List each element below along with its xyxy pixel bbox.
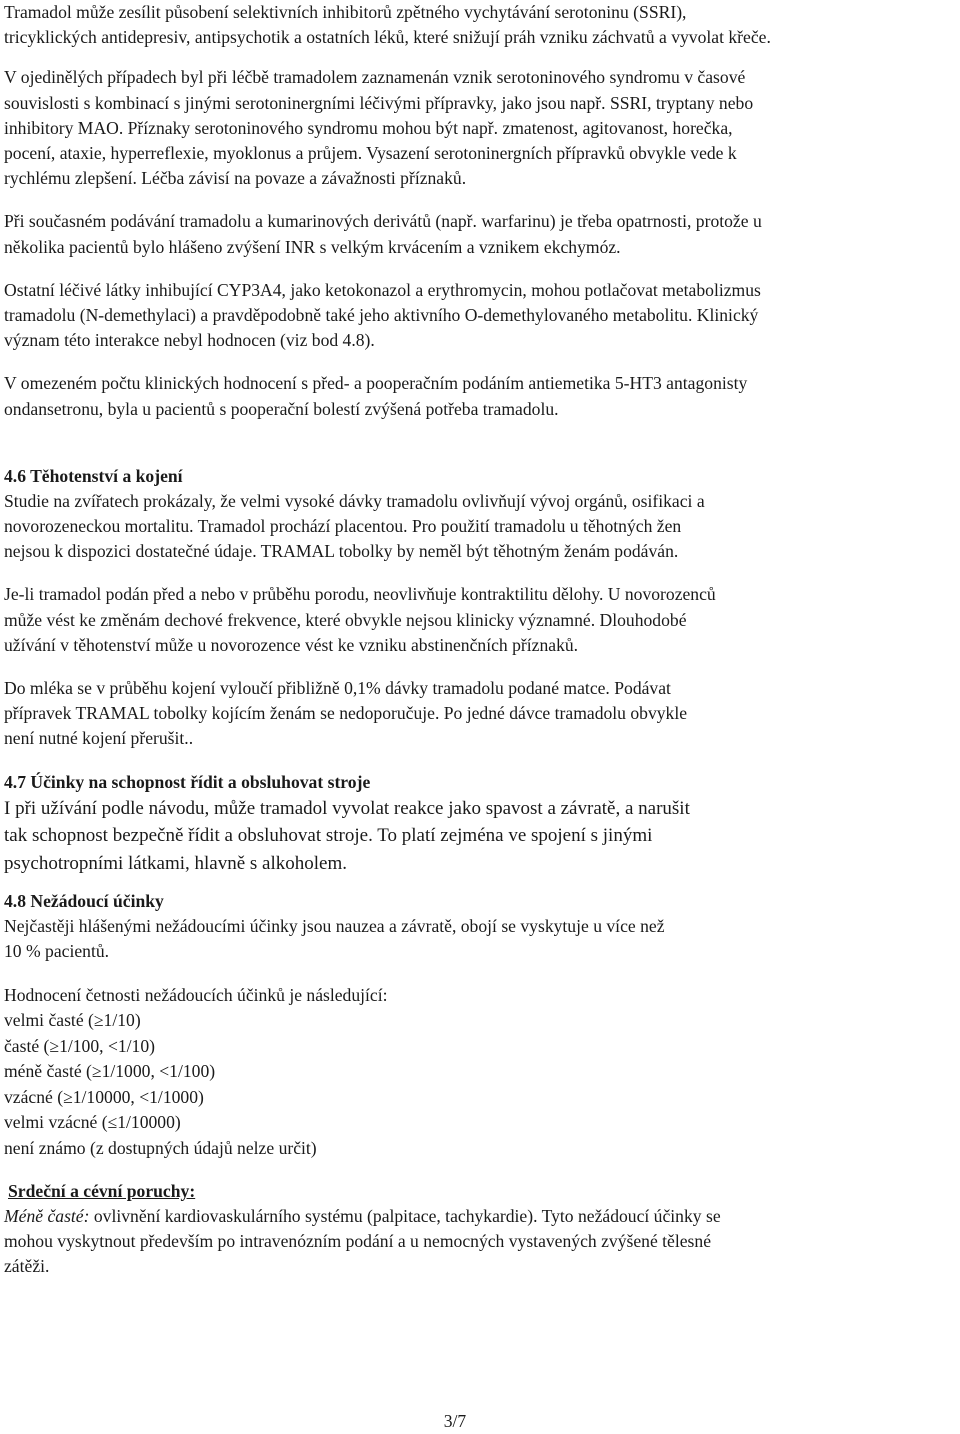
text-line: pocení, ataxie, hyperreflexie, myoklonus a průjem. Vysazení serotoninergních přípravků obvykle vede k [4,143,737,164]
paragraph-coumarin [4,209,950,259]
paragraph-pregnancy [4,489,950,565]
text-line: přípravek TRAMAL tobolky kojícím ženám se nedoporučuje. Po jedné dávce tramadolu obvykle [4,703,688,724]
text-line: může vést ke změnám dechové frekvence, které obvykle nejsou klinicky významné. Dlouhodobé [4,609,687,630]
frequency-item: velmi vzácné (≤1/10000) [4,1112,181,1133]
frequency-item: časté (≥1/100, <1/10) [4,1035,156,1056]
text-segment: ovlivnění kardiovaskulárního systému (palpitace, tachykardie). Tyto nežádoucí účinky se [89,1206,721,1227]
text-line: tricyklických antidepresiv, antipsychotik a ostatních léků, které snižují práh vzniku záchvatů a vyvolat křeče. [4,27,771,48]
text-line: užívání v těhotenství může u novorozence vést ke vzniku abstinenčních příznaků. [4,634,579,655]
text-line: Do mléka se v průběhu kojení vyloučí přibližně 0,1% dávky tramadolu podané matce. Podávat [4,678,671,699]
text-line: inhibitory MAO. Příznaky serotoninového syndromu mohou být např. zmatenost, agitovanost, horečka, [4,117,733,138]
frequency-item: méně časté (≥1/1000, <1/100) [4,1061,216,1082]
text-line: Tramadol může zesílit působení selektivních inhibitorů zpětného vychytávání serotoninu (SSRI), [4,2,687,22]
text-line: V omezeném počtu klinických hodnocení s před- a pooperačním podáním antiemetika 5-HT3 antagonisty [4,373,748,394]
text-line: Studie na zvířatech prokázaly, že velmi vysoké dávky tramadolu ovlivňují vývoj orgánů, osifikaci a [4,490,705,511]
frequency-item: vzácné (≥1/10000, <1/1000) [4,1086,204,1107]
section-heading-4-7: 4.7 Účinky na schopnost řídit a obsluhovat stroje [4,771,371,792]
text-line: není nutné kojení přerušit.. [4,728,194,749]
text-line: Ostatní léčivé látky inhibující CYP3A4, jako ketokonazol a erythromycin, mohou potlačovat metabolizmus [4,279,761,300]
section-heading-4-6: 4.6 Těhotenství a kojení [4,465,183,486]
text-line: souvislosti s kombinací s jinými serotoninergními léčivými přípravky, jako jsou např. SSRI, tryptany nebo [4,92,754,113]
page-number: 3/7 [443,1411,467,1431]
paragraph-labour [4,582,950,658]
paragraph-adverse-effects [4,914,950,964]
frequency-list [4,983,950,1162]
text-line: I při užívání podle návodu, může tramadol vyvolat reakce jako spavost a závratě, a narušit [4,797,690,819]
paragraph-serotonin-syndrome [4,65,950,191]
text-line: několika pacientů bylo hlášeno zvýšení INR s velkým krvácením a vznikem ekchymóz. [4,236,621,257]
text-line: Nejčastěji hlášenými nežádoucími účinky jsou nauzea a závratě, obojí se vyskytuje u více než [4,916,665,937]
frequency-item: není známo (z dostupných údajů nelze určit) [4,1137,317,1158]
text-line: mohou vyskytnout především po intravenózním podání a u nemocných vystavených zvýšené tělesné [4,1231,711,1252]
text-line: nejsou k dispozici dostatečné údaje. TRAMAL tobolky by neměl být těhotným ženám podáván. [4,541,679,562]
text-line: Je-li tramadol podán před a nebo v průběhu porodu, neovlivňuje kontraktilitu dělohy. U novorozenců [4,584,716,605]
paragraph-cyp3a4 [4,278,950,354]
text-line: Při současném podávání tramadolu a kumarinových derivátů (např. warfarinu) je třeba opatrnosti, protože u [4,211,762,232]
document-page [4,0,950,1280]
text-line: zátěži. [4,1256,50,1277]
frequency-item: velmi časté (≥1/10) [4,1010,141,1031]
paragraph-5ht3 [4,371,950,421]
frequency-label: Méně časté: [4,1206,90,1227]
text-line: rychlému zlepšení. Léčba závisí na povaze a závažnosti příznaků. [4,168,467,189]
text-line: psychotropními látkami, hlavně s alkoholem. [4,852,347,874]
frequency-title: Hodnocení četnosti nežádoucích účinků je následující: [4,984,388,1005]
paragraph-cardiac [4,1204,950,1280]
paragraph-breastfeeding [4,676,950,752]
subsection-heading-cardiac: Srdeční a cévní poruchy: [8,1181,196,1202]
paragraph-ssri-interaction [4,0,950,50]
text-line: V ojedinělých případech byl při léčbě tramadolem zaznamenán vznik serotoninového syndromu v časové [4,67,746,88]
paragraph-driving [4,795,950,878]
text-line: novorozeneckou mortalitu. Tramadol prochází placentou. Pro použití tramadolu u těhotných žen [4,516,682,537]
text-line: tak schopnost bezpečně řídit a obsluhovat stroje. To platí zejména ve spojení s jinými [4,825,653,847]
text-line: význam této interakce nebyl hodnocen (viz bod 4.8). [4,330,375,351]
text-line: 10 % pacientů. [4,941,110,962]
text-line: tramadolu (N-demethylaci) a pravděpodobně také jeho aktivního O-demethylovaného metabolitu. Klinický [4,305,759,326]
section-heading-4-8: 4.8 Nežádoucí účinky [4,891,164,912]
text-line: ondansetronu, byla u pacientů s pooperační bolestí zvýšená potřeba tramadolu. [4,398,559,419]
